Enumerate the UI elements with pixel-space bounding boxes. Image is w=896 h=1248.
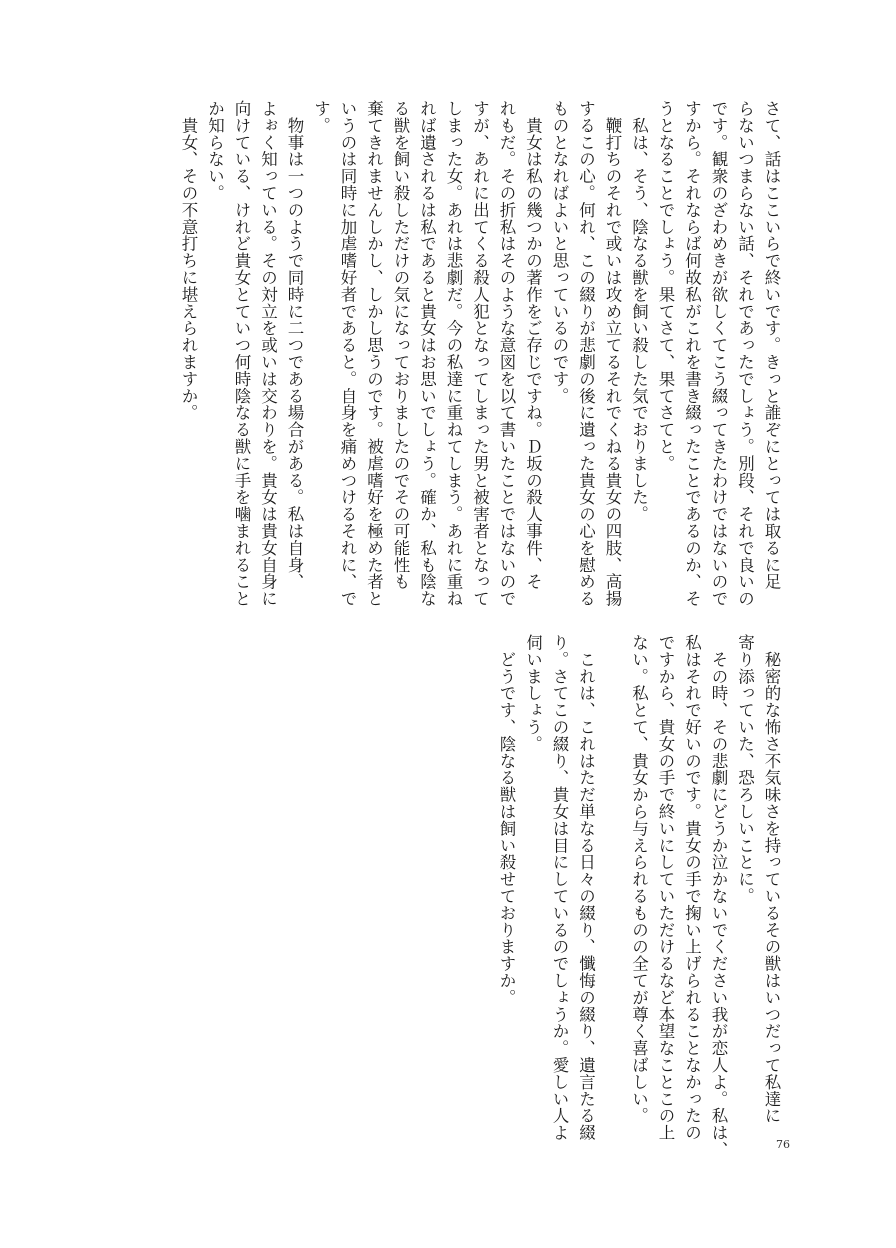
text-column: 寄り添っていた、恐ろしいことに。 — [735, 634, 755, 905]
text-column: 鞭打ちのそれで或いは攻め立てるそれでくねる貴女の四肢、高揚 — [603, 100, 622, 607]
text-column: するこの心。何れ、この綴りが悲劇の後に遺った貴女の心を慰める — [576, 100, 596, 607]
text-column — [599, 634, 626, 1134]
text-column: 秘密的な怖さ不気味さを持っているその獣はいつだって私達に — [762, 634, 781, 1125]
text-column: いうのは同時に加虐嗜好者であると。自身を痛めつけるそれに、で — [338, 100, 357, 607]
text-column: す。 — [311, 100, 331, 134]
text-column: うとなることでしょう。果てさて、果てさてと。 — [656, 100, 675, 472]
text-column: すから。それならば何故私がこれを書き綴ったことであるのか、そ — [682, 100, 702, 607]
text-column: 向けている、けれど貴女とていつ何時陰なる獣に手を噛まれること — [232, 100, 251, 607]
text-column: 貴女、その不意打ちに堪えられますか。 — [179, 100, 198, 422]
text-column: しまった女。あれは悲劇だ。今の私達に重ねてしまう。あれに重ね — [444, 100, 463, 607]
text-column: ない。私とて、貴女から与えられるものの全てが尊く喜ばしい。 — [629, 634, 649, 1125]
text-column: さて、話はここいらで終いです。きっと誰ぞにとっては取るに足 — [762, 100, 781, 591]
text-column: これは、これはただ単なる日々の綴り、懺悔の綴り、遺言たる綴 — [576, 634, 596, 1141]
text-column: れば遺されるは私であると貴女はお思いでしょう。確か、私も陰な — [417, 100, 437, 607]
text-column: その時、その悲劇にどうか泣かないでください我が恋人よ。私は、 — [709, 634, 728, 1158]
text-column: どうです、陰なる獣は飼い殺せておりますか。 — [497, 634, 516, 1006]
text-column: か知らない。 — [205, 100, 225, 202]
text-column: すが、あれに出てくる殺人犯となってしまった男と被害者となって — [470, 100, 490, 607]
text-column: ですから、貴女の手で終いにしていただけるなど本望なことこの上 — [656, 634, 675, 1141]
text-column: 伺いましょう。 — [523, 634, 543, 753]
page-number: 76 — [776, 1138, 790, 1151]
text-column: る獣を飼い殺しただけの気になっておりましたのでその可能性も — [391, 100, 410, 591]
text-column: 物事は一つのようで同時に二つである場合がある。私は自身、 — [285, 100, 304, 591]
text-column: 私はそれで好いのです。貴女の手で掬い上げられることなかったの — [682, 634, 702, 1141]
text-column: よぉく知っている。その対立を或いは交わりを。貴女は貴女自身に — [258, 100, 278, 607]
text-column: です。観衆のざわめきが欲しくてこう綴ってきたわけではないので — [709, 100, 728, 607]
upper-text-block — [175, 100, 785, 620]
text-column: 私は、そう、陰なる獣を飼い殺した気でおりました。 — [629, 100, 649, 523]
text-column: 棄てきれませんしかし、しかし思うのです。被虐嗜好を極めた者と — [364, 100, 384, 607]
text-column: り。さてこの綴り、貴女は目にしているのでしょうか。愛しい人よ — [550, 634, 569, 1141]
text-column: れもだ。その折私はそのような意図を以て書いたことではないので — [497, 100, 516, 607]
text-column: ものとなればよいと思っているのです。 — [550, 100, 569, 405]
text-column: らないつまらない話、それであったでしょう。別段、それで良いの — [735, 100, 755, 607]
text-column: 貴女は私の幾つかの著作をご存じですね。Ｄ坂の殺人事件、そ — [523, 100, 543, 591]
